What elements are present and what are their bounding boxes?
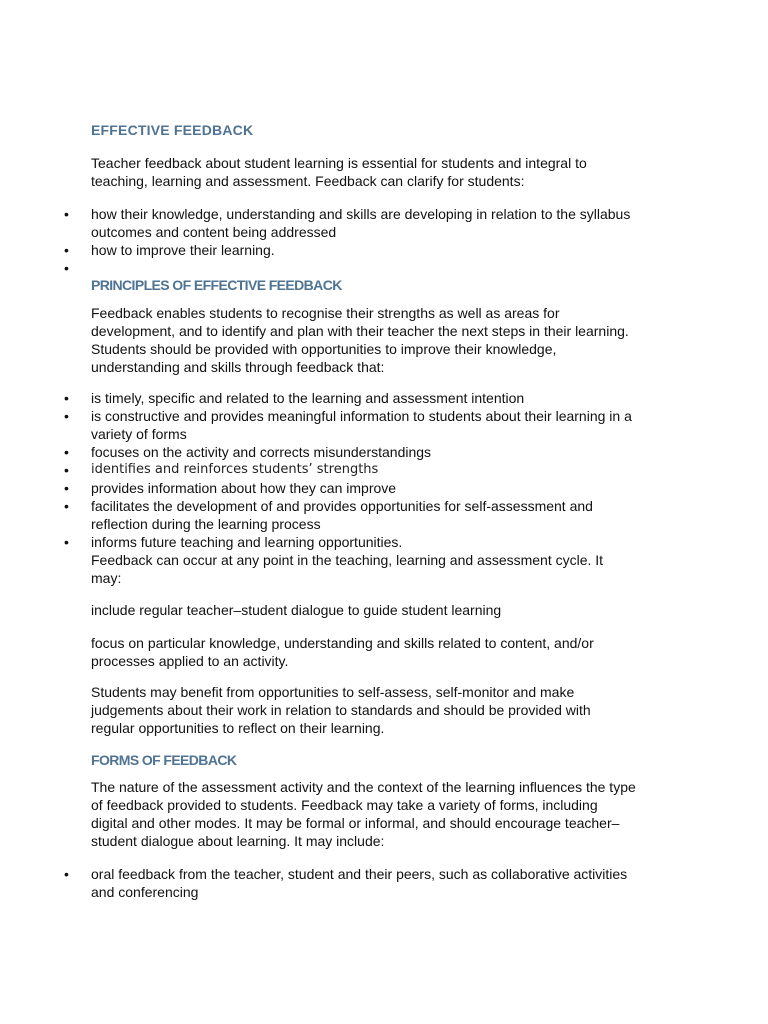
text-line: include regular teacher–student dialogue to guide student learning (91, 602, 502, 618)
text-line: focus on particular knowledge, understanding and skills related to content, and/or (91, 635, 594, 651)
bullet-icon: • (64, 866, 69, 882)
clarify-bullet-list (0, 205, 700, 277)
include-paragraph (91, 601, 691, 619)
intro-paragraph (91, 154, 691, 190)
text-line: student dialogue about learning. It may include: (91, 833, 385, 849)
list-item (0, 407, 700, 443)
list-item-text: reflection during the learning process (91, 516, 321, 532)
text-line: The nature of the assessment activity and the context of the learning influences the type (91, 779, 636, 795)
text-line: processes applied to an activity. (91, 653, 289, 669)
list-item-text: and conferencing (91, 884, 199, 900)
bullet-icon: • (64, 390, 69, 406)
text-line: regular opportunities to reflect on their learning. (91, 720, 385, 736)
bullet-icon: • (64, 462, 69, 478)
focus-paragraph (91, 634, 691, 670)
list-item-text: provides information about how they can improve (91, 480, 397, 496)
text-line: judgements about their work in relation to standards and should be provided with (91, 702, 591, 718)
text-line: understanding and skills through feedback that: (91, 359, 385, 375)
principles-paragraph (91, 304, 691, 376)
forms-bullet-list (0, 865, 700, 901)
list-item-text: how to improve their learning. (91, 242, 275, 258)
bullet-icon: • (64, 534, 69, 550)
list-item-text: how their knowledge, understanding and skills are developing in relation to the syllabus (91, 206, 631, 222)
bullet-icon: • (64, 206, 69, 222)
section-heading-forms: FORMS OF FEEDBACK (91, 752, 237, 768)
text-line: Students may benefit from opportunities to self-assess, self-monitor and make (91, 684, 575, 700)
list-item (0, 497, 700, 533)
text-line: teaching, learning and assessment. Feedback can clarify for students: (91, 173, 525, 189)
principles-bullet-list (0, 389, 700, 551)
list-item (0, 241, 700, 259)
text-line: Teacher feedback about student learning is essential for students and integral to (91, 155, 587, 171)
list-item-text: facilitates the development of and provides opportunities for self-assessment and (91, 498, 593, 514)
section-heading-principles: PRINCIPLES OF EFFECTIVE FEEDBACK (91, 277, 342, 293)
text-line: Feedback enables students to recognise their strengths as well as areas for (91, 305, 560, 321)
section-heading-effective-feedback: EFFECTIVE FEEDBACK (91, 122, 254, 138)
bullet-icon: • (64, 408, 69, 424)
forms-paragraph (91, 778, 691, 850)
bullet-icon: • (64, 444, 69, 460)
text-line: Students should be provided with opportunities to improve their knowledge, (91, 341, 557, 357)
cycle-paragraph (91, 551, 691, 587)
list-item (0, 443, 700, 461)
list-item (0, 389, 700, 407)
benefit-paragraph (91, 683, 691, 737)
list-item (0, 461, 700, 479)
list-item (0, 259, 700, 277)
text-line: development, and to identify and plan with their teacher the next steps in their learning. (91, 323, 629, 339)
list-item (0, 205, 700, 241)
text-line: digital and other modes. It may be formal or informal, and should encourage teacher– (91, 815, 620, 831)
list-item-text: is timely, specific and related to the learning and assessment intention (91, 390, 525, 406)
text-line: may: (91, 570, 122, 586)
list-item (0, 533, 700, 551)
bullet-icon: • (64, 498, 69, 514)
bullet-icon: • (64, 480, 69, 496)
list-item (0, 479, 700, 497)
bullet-icon: • (64, 242, 69, 258)
list-item-text: outcomes and content being addressed (91, 224, 337, 240)
bullet-icon: • (64, 260, 69, 276)
list-item-text: focuses on the activity and corrects misunderstandings (91, 444, 432, 460)
list-item-text: informs future teaching and learning opportunities. (91, 534, 403, 550)
list-item-text: oral feedback from the teacher, student and their peers, such as collaborative activities (91, 866, 628, 882)
list-item (0, 865, 700, 901)
list-item-text: is constructive and provides meaningful information to students about their learning in a (91, 408, 632, 424)
text-line: of feedback provided to students. Feedback may take a variety of forms, including (91, 797, 598, 813)
text-line: Feedback can occur at any point in the teaching, learning and assessment cycle. It (91, 552, 604, 568)
list-item-text: identifies and reinforces students’ strengths (91, 462, 379, 477)
list-item-text: variety of forms (91, 426, 187, 442)
